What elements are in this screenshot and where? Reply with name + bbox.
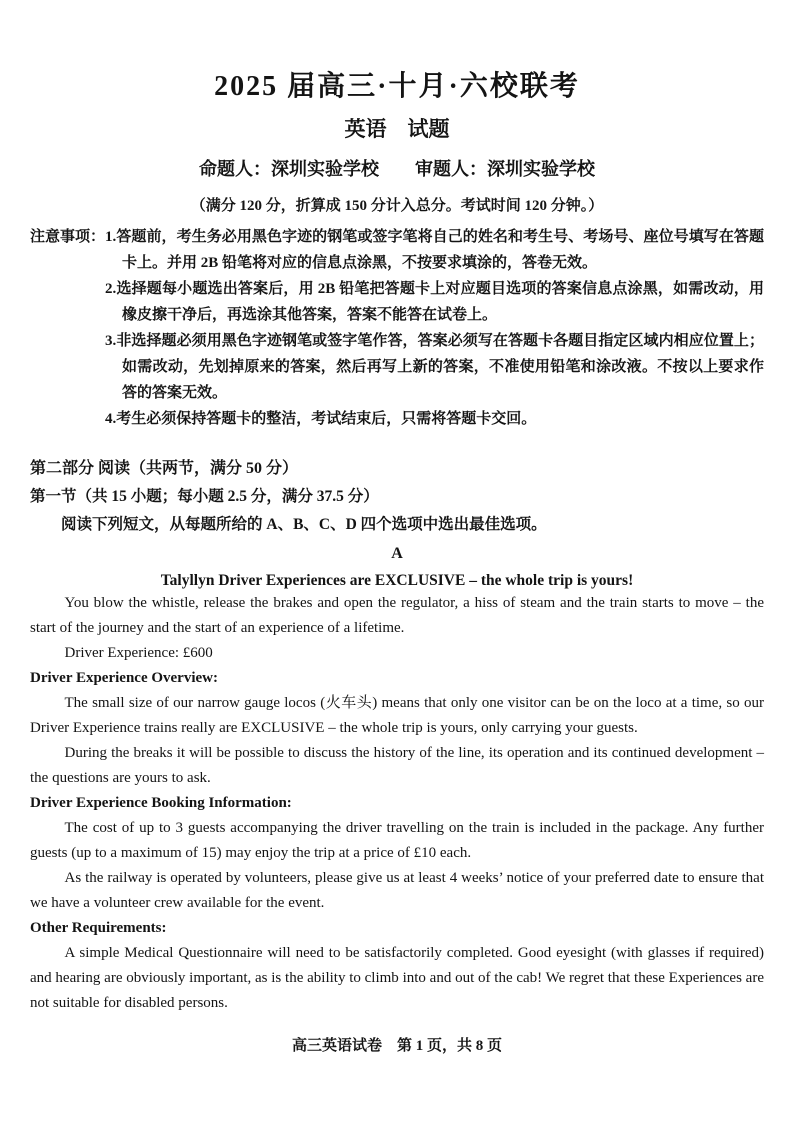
notice-item-1: 1.答题前，考生务必用黑色字迹的钢笔或签字笔将自己的姓名和考生号、考场号、座位号填写在答题卡上。并用 2B 铅笔将对应的信息点涂黑，不按要求填涂的，答卷无效。 [105,229,764,271]
reading-instructions: 阅读下列短文，从每题所给的 A、B、C、D 四个选项中选出最佳选项。 [61,516,547,533]
passage-heading: Driver Experience Booking Information: [30,795,292,811]
passage-paragraph: Driver Experience: £600 [64,645,213,661]
notice-section [30,224,764,432]
passage-body [30,591,764,1016]
notice-item-2: 2.选择题每小题选出答案后，用 2B 铅笔把答题卡上对应题目选项的答案信息点涂黑，如需改动，用橡皮擦干净后，再选涂其他答案，答案不能答在试卷上。 [105,281,764,323]
passage-heading: Driver Experience Overview: [30,670,218,686]
section-title: 第一节（共 15 小题；每小题 2.5 分，满分 37.5 分） [30,488,379,505]
passage-title: Talyllyn Driver Experiences are EXCLUSIVE – the whole trip is yours! [160,572,634,589]
passage-paragraph: You blow the whistle, release the brakes and open the regulator, a hiss of steam and the train starts to move – the start of the journey and the start of an experience of a lifetime. [30,595,764,636]
page-footer: 高三英语试卷 第 1 页，共 8 页 [291,1038,502,1054]
passage-paragraph: As the railway is operated by volunteers, please give us at least 4 weeks’ notice of your preferred date to ensure that we have a volunteer crew available for the event. [30,870,764,911]
score-note: （满分 120 分，折算成 150 分计入总分。考试时间 120 分钟。） [190,198,604,214]
page-title: 2025 届高三·十月·六校联考 [214,71,580,102]
authors-line: 命题人：深圳实验学校 审题人：深圳实验学校 [199,159,595,179]
passage-paragraph: During the breaks it will be possible to discuss the history of the line, its operation and its continued development – the questions are yours to ask. [30,745,764,786]
notice-items [105,224,764,432]
subject-title: 英语 试题 [344,117,450,141]
notice-label: 注意事项： [30,229,106,245]
notice-item-3: 3.非选择题必须用黑色字迹钢笔或签字笔作答，答案必须写在答题卡各题目指定区域内相应位置上；如需改动，先划掉原来的答案，然后再写上新的答案，不准使用铅笔和涂改液。不按以上要求作答的答案无效。 [105,333,764,401]
passage-heading: Other Requirements: [30,920,167,936]
passage-paragraph: The cost of up to 3 guests accompanying the driver travelling on the train is included in the package. Any further guests (up to a maximum of 15) may enjoy the trip at a price of £10 each. [30,820,764,861]
passage-paragraph: A simple Medical Questionnaire will need to be satisfactorily completed. Good eyesight (with glasses if required) and hearing are obviously important, as is the ability to climb into and out of the cab! We regret that these Experiences are not suitable for disabled persons. [30,945,764,1011]
part-title: 第二部分 阅读（共两节，满分 50 分） [30,460,299,477]
passage-paragraph: The small size of our narrow gauge locos (火车头) means that only one visitor can be on the loco at a time, so our Driver Experience trains really are EXCLUSIVE – the whole trip is yours, only carrying your guests. [30,695,764,736]
notice-item-4: 4.考生必须保持答题卡的整洁，考试结束后，只需将答题卡交回。 [105,411,537,427]
passage-label: A [391,545,403,562]
